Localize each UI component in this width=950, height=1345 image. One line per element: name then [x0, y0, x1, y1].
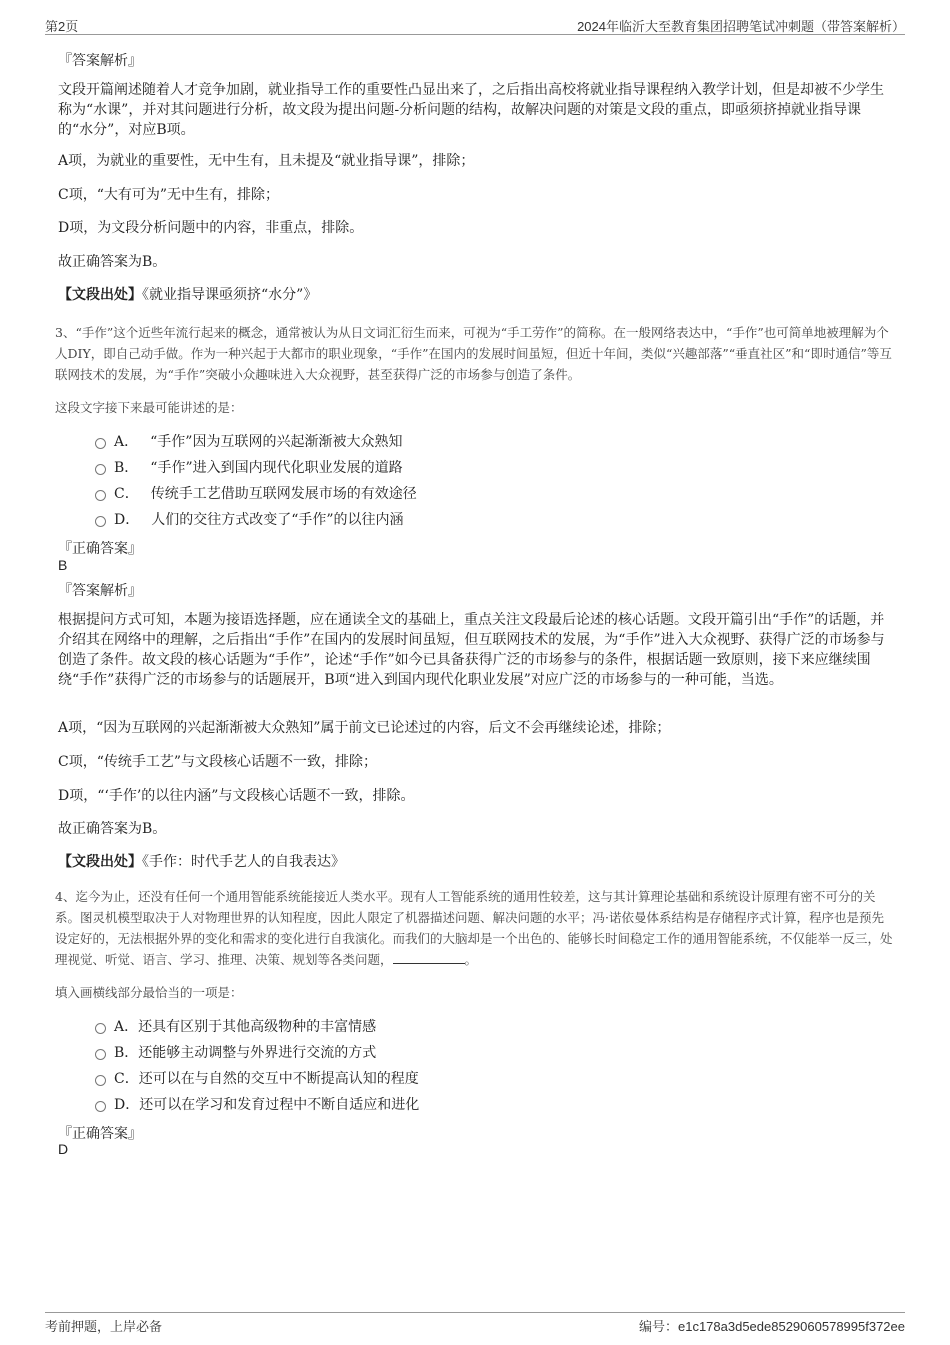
q3-options — [95, 428, 695, 532]
option-b[interactable]: B． 还能够主动调整与外界进行交流的方式 — [95, 1039, 695, 1065]
radio-icon[interactable] — [95, 438, 106, 449]
page-footer — [45, 1312, 905, 1335]
radio-icon[interactable] — [95, 1049, 106, 1060]
q4-correct-label: 『正确答案』 — [58, 1126, 142, 1142]
source-tag: 【文段出处】 — [58, 287, 142, 303]
option-a[interactable]: A． “手作”因为互联网的兴起渐渐被大众熟知 — [95, 428, 695, 454]
q4-prompt: 填入画横线部分最恰当的一项是： — [55, 985, 243, 1000]
q2-analysis-label: 『答案解析』 — [58, 53, 142, 69]
document-id: 编号：e1c178a3d5ede8529060578995f372ee — [638, 1319, 905, 1334]
q3-analysis: 根据提问方式可知，本题为接语选择题，应在通读全文的基础上，重点关注文段最后论述的核心话题。文段开篇引出“手作”的话题，并介绍其在网络中的理解，之后指出“手作”在国内的发展时间虽短，但互联网技术的发展，为“手作”进入大众视野、获得广泛的市场参与创造了条件。故文段的核心话题为“手作”，论述“手作”如今已具备获得广泛的市场参与的条件，根据话题一致原则，接下来应继续围绕“手作”获得广泛的市场参与的话题展开，B项“进入到国内现代化职业发展”对应广泛的市场参与的一种可能，当选。 — [58, 612, 885, 688]
option-d[interactable]: D． 人们的交往方式改变了“手作”的以往内涵 — [95, 506, 695, 532]
q3-analysis-line: C项，“传统手工艺”与文段核心话题不一致，排除； — [58, 754, 378, 770]
q3-analysis-line: A项，“因为互联网的兴起渐渐被大众熟知”属于前文已论述过的内容，后文不会再继续论述，排除； — [58, 720, 671, 736]
q2-conclusion: 故正确答案为B。 — [58, 254, 167, 270]
fill-blank — [393, 951, 465, 964]
radio-icon[interactable] — [95, 516, 106, 527]
q4-stem: 4、迄今为止，还没有任何一个通用智能系统能接近人类水平。现有人工智能系统的通用性较差，这与其计算理论基础和系统设计原理有密不可分的关系。图灵机模型取决于人对物理世界的认知程度，因此人限定了机器描述问题、解决问题的水平；冯·诺依曼体系结构是存储程序式计算，程序也是预先设定好的，无法根据外界的变化和需求的变化进行自我演化。而我们的大脑却是一个出色的、能够长时间稳定工作的通用智能系统，不仅能举一反三，处理视觉、听觉、语言、学习、推理、决策、规划等各类问题， 。 — [55, 889, 893, 967]
option-d[interactable]: D． 还可以在学习和发育过程中不断自适应和进化 — [95, 1091, 695, 1117]
q3-correct-label: 『正确答案』 — [58, 541, 142, 557]
footer-slogan: 考前押题，上岸必备 — [45, 1319, 163, 1334]
q3-source — [58, 852, 893, 872]
source-title: 《就业指导课亟须挤“水分”》 — [142, 287, 318, 303]
document-title: 2024年临沂大至教育集团招聘笔试冲刺题（带答案解析） — [577, 19, 905, 34]
q3-stem: 3、“手作”这个近些年流行起来的概念，通常被认为从日文词汇衍生而来，可视为“手工劳作”的简称。在一般网络表达中，“手作”也可简单地被理解为个人DIY，即自己动手做。作为一种兴起于大都市的职业现象，“手作”在国内的发展时间虽短，但近十年间，类似“兴趣部落”“垂直社区”和“即时通信”等互联网技术的发展，为“手作”突破小众趣味进入大众视野，甚至获得广泛的市场参与创造了条件。 — [55, 325, 892, 382]
q3-prompt: 这段文字接下来最可能讲述的是： — [55, 400, 243, 415]
q2-analysis: 文段开篇阐述随着人才竞争加剧，就业指导工作的重要性凸显出来了，之后指出高校将就业指导课程纳入教学计划，但是却被不少学生称为“水课”，并对其问题进行分析，故文段为提出问题-分析问题的结构，故解决问题的对策是文段的重点，即亟须挤掉就业指导课的“水分”，对应B项。 — [58, 82, 884, 138]
q2-analysis-line: A项，为就业的重要性，无中生有，且未提及“就业指导课”，排除； — [58, 153, 475, 169]
q2-analysis-line: D项，为文段分析问题中的内容，非重点，排除。 — [58, 220, 364, 236]
radio-icon[interactable] — [95, 490, 106, 501]
page-number: 第2页 — [45, 19, 79, 34]
source-title: 《手作：时代手艺人的自我表达》 — [142, 854, 345, 870]
option-c[interactable]: C． 还可以在与自然的交互中不断提高认知的程度 — [95, 1065, 695, 1091]
source-tag: 【文段出处】 — [58, 854, 142, 870]
q2-analysis-line: C项，“大有可为”无中生有，排除； — [58, 187, 280, 203]
page-header — [45, 16, 905, 35]
q3-conclusion: 故正确答案为B。 — [58, 821, 167, 837]
option-c[interactable]: C． 传统手工艺借助互联网发展市场的有效途径 — [95, 480, 695, 506]
radio-icon[interactable] — [95, 464, 106, 475]
q3-correct-answer: B — [58, 557, 68, 573]
radio-icon[interactable] — [95, 1075, 106, 1086]
q3-analysis-label: 『答案解析』 — [58, 583, 142, 599]
q3-analysis-line: D项，“‘手作’的以往内涵”与文段核心话题不一致，排除。 — [58, 788, 415, 804]
option-a[interactable]: A． 还具有区别于其他高级物种的丰富情感 — [95, 1013, 695, 1039]
q2-source — [58, 285, 893, 305]
radio-icon[interactable] — [95, 1101, 106, 1112]
option-b[interactable]: B． “手作”进入到国内现代化职业发展的道路 — [95, 454, 695, 480]
q4-correct-answer: D — [58, 1141, 69, 1157]
radio-icon[interactable] — [95, 1023, 106, 1034]
q4-options — [95, 1013, 695, 1117]
